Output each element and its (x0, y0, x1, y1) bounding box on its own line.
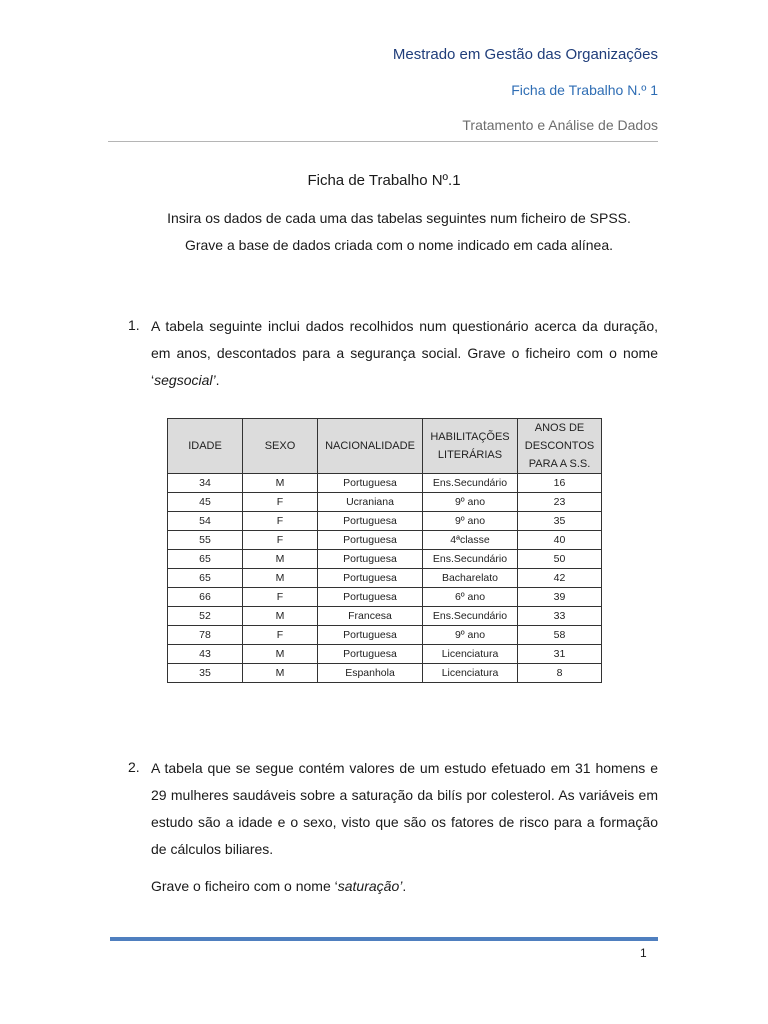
table-row (168, 569, 602, 588)
footer-divider (110, 937, 658, 941)
table-row (168, 550, 602, 569)
cell-idade: 52 (168, 607, 243, 626)
cell-nacionalidade: Portuguesa (318, 474, 423, 493)
cell-anos-descontos: 35 (518, 512, 602, 531)
cell-habilitacoes: 6º ano (423, 588, 518, 607)
cell-habilitacoes: Ens.Secundário (423, 550, 518, 569)
table-body (168, 474, 602, 683)
cell-anos-descontos: 33 (518, 607, 602, 626)
cell-nacionalidade: Portuguesa (318, 550, 423, 569)
column-header-habilitacoes (423, 419, 518, 474)
cell-habilitacoes: 9º ano (423, 626, 518, 645)
cell-habilitacoes: 9º ano (423, 493, 518, 512)
cell-anos-descontos: 23 (518, 493, 602, 512)
item-2-save-prefix: Grave o ficheiro com o nome ‘ (151, 878, 338, 894)
cell-nacionalidade: Espanhola (318, 664, 423, 683)
item-1-quote-open: ‘ (151, 372, 155, 388)
item-2-save-instruction (151, 877, 658, 895)
cell-nacionalidade: Francesa (318, 607, 423, 626)
cell-nacionalidade: Portuguesa (318, 569, 423, 588)
cell-habilitacoes: Licenciatura (423, 664, 518, 683)
intro-line-2: Grave a base de dados criada com o nome indicado em cada alínea. (184, 237, 614, 253)
page-number: 1 (640, 946, 647, 960)
cell-sexo: F (243, 626, 318, 645)
cell-idade: 45 (168, 493, 243, 512)
intro-line-1: Insira os dados de cada uma das tabelas seguintes num ficheiro de SPSS. (167, 210, 631, 226)
cell-habilitacoes: Licenciatura (423, 645, 518, 664)
cell-nacionalidade: Portuguesa (318, 588, 423, 607)
table-header-row (168, 419, 602, 474)
cell-idade: 78 (168, 626, 243, 645)
column-header-idade: IDADE (168, 419, 243, 474)
cell-anos-descontos: 39 (518, 588, 602, 607)
cell-sexo: M (243, 645, 318, 664)
item-2-line-3: estudo são a idade e o sexo, visto que são os fatores de risco para a formação (151, 814, 658, 830)
table-row (168, 531, 602, 550)
cell-anos-descontos: 42 (518, 569, 602, 588)
item-1-period: . (215, 372, 220, 388)
item-2-line-1: A tabela que se segue contém valores de um estudo efetuado em 31 homens e (151, 760, 658, 776)
cell-idade: 35 (168, 664, 243, 683)
item-2-number: 2. (128, 759, 140, 775)
item-1-filename: segsocial’ (154, 372, 216, 388)
item-2-period: . (402, 878, 407, 894)
cell-habilitacoes: Ens.Secundário (423, 607, 518, 626)
table-row (168, 645, 602, 664)
cell-nacionalidade: Portuguesa (318, 626, 423, 645)
cell-idade: 65 (168, 569, 243, 588)
cell-idade: 43 (168, 645, 243, 664)
column-header-habilitacoes-line-2: LITERÁRIAS (437, 449, 503, 461)
cell-habilitacoes: 4ªclasse (423, 531, 518, 550)
table-row (168, 512, 602, 531)
cell-idade: 65 (168, 550, 243, 569)
column-header-nacionalidade: NACIONALIDADE (318, 419, 423, 474)
item-2-filename: saturação’ (337, 878, 403, 894)
item-1-number: 1. (128, 317, 140, 333)
table-row (168, 664, 602, 683)
cell-habilitacoes: Ens.Secundário (423, 474, 518, 493)
cell-anos-descontos: 50 (518, 550, 602, 569)
cell-sexo: M (243, 474, 318, 493)
table-row (168, 588, 602, 607)
cell-nacionalidade: Portuguesa (318, 645, 423, 664)
table-row (168, 607, 602, 626)
cell-habilitacoes: 9º ano (423, 512, 518, 531)
column-header-anos-line-1: ANOS DE (534, 422, 585, 434)
header-program-title: Mestrado em Gestão das Organizações (392, 46, 658, 63)
cell-anos-descontos: 8 (518, 664, 602, 683)
cell-sexo: M (243, 550, 318, 569)
column-header-habilitacoes-line-1: HABILITAÇÕES (430, 431, 510, 443)
cell-habilitacoes: Bacharelato (423, 569, 518, 588)
cell-anos-descontos: 16 (518, 474, 602, 493)
data-table (167, 418, 602, 683)
cell-sexo: M (243, 664, 318, 683)
column-header-sexo: SEXO (243, 419, 318, 474)
cell-anos-descontos: 58 (518, 626, 602, 645)
cell-idade: 66 (168, 588, 243, 607)
item-1-line-3 (151, 371, 658, 389)
cell-idade: 55 (168, 531, 243, 550)
cell-sexo: M (243, 607, 318, 626)
cell-anos-descontos: 40 (518, 531, 602, 550)
cell-nacionalidade: Portuguesa (318, 531, 423, 550)
table-row (168, 474, 602, 493)
cell-anos-descontos: 31 (518, 645, 602, 664)
cell-sexo: F (243, 512, 318, 531)
table-row (168, 626, 602, 645)
column-header-anos-line-2: DESCONTOS (524, 440, 595, 452)
item-2-line-2: 29 mulheres saudáveis sobre a saturação da bilís por colesterol. As variáveis em (151, 787, 658, 803)
cell-sexo: F (243, 493, 318, 512)
page-title: Ficha de Trabalho Nº.1 (307, 172, 461, 189)
cell-nacionalidade: Portuguesa (318, 512, 423, 531)
cell-sexo: F (243, 531, 318, 550)
column-header-anos-line-3: PARA A S.S. (528, 458, 591, 470)
cell-idade: 54 (168, 512, 243, 531)
item-2-line-4: de cálculos biliares. (151, 841, 274, 857)
table-row (168, 493, 602, 512)
header-divider (108, 141, 658, 142)
cell-sexo: M (243, 569, 318, 588)
cell-nacionalidade: Ucraniana (318, 493, 423, 512)
column-header-anos-descontos (518, 419, 602, 474)
header-worksheet-title: Ficha de Trabalho N.º 1 (511, 82, 658, 98)
header-course-title: Tratamento e Análise de Dados (462, 117, 658, 133)
cell-idade: 34 (168, 474, 243, 493)
item-1-line-1: A tabela seguinte inclui dados recolhidos num questionário acerca da duração, (151, 318, 658, 334)
cell-sexo: F (243, 588, 318, 607)
item-1-line-2: em anos, descontados para a segurança social. Grave o ficheiro com o nome (151, 345, 658, 361)
